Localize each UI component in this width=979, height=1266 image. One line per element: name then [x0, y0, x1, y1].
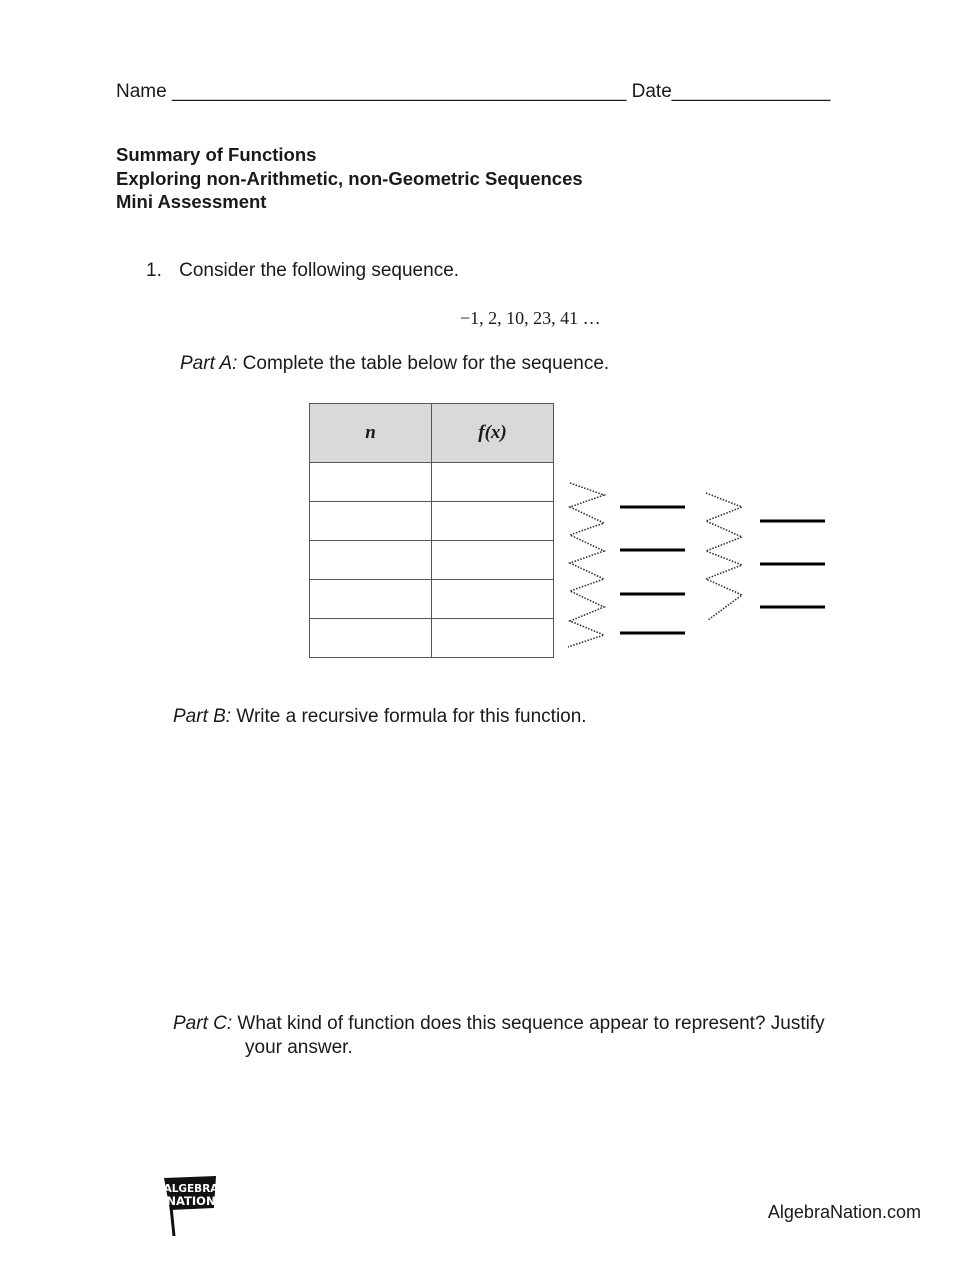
table-row [310, 619, 554, 658]
table-cell[interactable] [310, 502, 432, 541]
algebra-nation-logo [158, 1174, 222, 1238]
table-row [310, 463, 554, 502]
part-b [173, 706, 587, 728]
date-label: Date [631, 81, 672, 102]
table-cell[interactable] [310, 463, 432, 502]
part-a [180, 353, 609, 375]
table-header-n: n [310, 404, 432, 463]
part-c-text-line2: your answer. [245, 1037, 353, 1058]
title-line-3: Mini Assessment [116, 191, 267, 212]
table-cell[interactable] [432, 619, 554, 658]
part-c [173, 1012, 825, 1060]
document-title [116, 143, 583, 214]
table-row [310, 541, 554, 580]
footer-site: AlgebraNation.com [767, 1202, 921, 1222]
question-prompt: Consider the following sequence. [179, 260, 460, 281]
table-cell[interactable] [432, 541, 554, 580]
part-b-label: Part B: [173, 706, 232, 727]
table-row [310, 580, 554, 619]
part-a-text: Complete the table below for the sequence. [242, 353, 610, 374]
table-cell[interactable] [310, 619, 432, 658]
table-cell[interactable] [432, 463, 554, 502]
table-cell[interactable] [310, 580, 432, 619]
part-c-text-line1: What kind of function does this sequence appear to represent? Justify [237, 1013, 825, 1034]
first-differences-zigzag [568, 483, 604, 647]
question-1 [146, 260, 459, 282]
name-date-line [116, 81, 830, 103]
table-header-row [310, 404, 554, 463]
date-field[interactable]: _______________ [671, 81, 831, 102]
sequence-table [309, 403, 554, 658]
table-cell[interactable] [432, 580, 554, 619]
logo-line-1: ALGEBRA [163, 1183, 219, 1195]
question-number: 1. [146, 260, 162, 281]
differences-diagram [560, 475, 840, 655]
title-line-2: Exploring non-Arithmetic, non-Geometric Sequences [116, 167, 583, 189]
part-b-text: Write a recursive formula for this function. [236, 706, 587, 727]
table-row [310, 502, 554, 541]
name-label: Name [116, 81, 167, 102]
part-c-label: Part C: [173, 1013, 233, 1034]
logo-line-2: NATION [166, 1194, 216, 1208]
table-cell[interactable] [432, 502, 554, 541]
table-header-fx: f(x) [432, 404, 554, 463]
table-cell[interactable] [310, 541, 432, 580]
part-a-label: Part A: [180, 353, 238, 374]
second-differences-zigzag [706, 493, 742, 620]
name-field[interactable]: ___________________________________________ [171, 81, 627, 102]
title-line-1: Summary of Functions [116, 144, 317, 165]
sequence: −1, 2, 10, 23, 41 … [460, 308, 601, 328]
